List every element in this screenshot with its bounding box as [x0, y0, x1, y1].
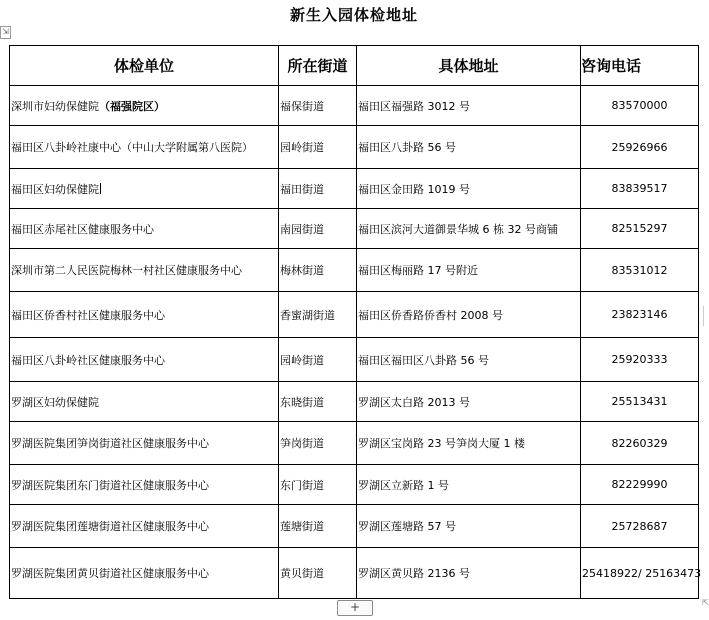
cell-phone[interactable]: 83570000	[581, 86, 699, 126]
cell-phone[interactable]: 25728687	[581, 505, 699, 548]
unit-text: 深圳市妇幼保健院	[11, 99, 99, 113]
cell-phone[interactable]: 82260329	[581, 422, 699, 465]
resize-corner-icon[interactable]: ⇱	[702, 598, 709, 607]
cell-phone[interactable]: 82515297	[581, 209, 699, 249]
cell-unit[interactable]: 罗湖医院集团笋岗街道社区健康服务中心	[10, 422, 279, 465]
cell-unit[interactable]: 福田区赤尾社区健康服务中心	[10, 209, 279, 249]
cell-street[interactable]: 黄贝街道	[279, 548, 357, 599]
cell-address[interactable]: 福田区侨香路侨香村 2008 号	[357, 292, 581, 338]
header-address[interactable]: 具体地址	[357, 46, 581, 86]
cell-street[interactable]: 园岭街道	[279, 126, 357, 169]
cell-phone[interactable]: 25513431	[581, 382, 699, 422]
table-row	[10, 505, 699, 548]
cell-unit[interactable]	[10, 169, 279, 209]
header-unit[interactable]: 体检单位	[10, 46, 279, 86]
cell-phone[interactable]: 83839517	[581, 169, 699, 209]
cell-address[interactable]: 福田区八卦路 56 号	[357, 126, 581, 169]
table-move-handle-icon[interactable]: ⇲	[0, 26, 11, 39]
address-table	[9, 45, 702, 599]
cell-phone[interactable]: 25920333	[581, 338, 699, 382]
cell-address[interactable]: 罗湖区宝岗路 23 号笋岗大厦 1 楼	[357, 422, 581, 465]
cell-address[interactable]: 罗湖区黄贝路 2136 号	[357, 548, 581, 599]
cell-address[interactable]: 福田区福田区八卦路 56 号	[357, 338, 581, 382]
cell-unit[interactable]: 罗湖医院集团东门街道社区健康服务中心	[10, 465, 279, 505]
cell-street[interactable]: 南园街道	[279, 209, 357, 249]
cell-address[interactable]: 福田区梅丽路 17 号附近	[357, 249, 581, 292]
cell-unit[interactable]: 罗湖医院集团黄贝街道社区健康服务中心	[10, 548, 279, 599]
table-row	[10, 126, 699, 169]
cell-street[interactable]: 福田街道	[279, 169, 357, 209]
cell-address[interactable]: 福田区福强路 3012 号	[357, 86, 581, 126]
table-row	[10, 338, 699, 382]
cell-phone[interactable]: 25926966	[581, 126, 699, 169]
table-row	[10, 465, 699, 505]
cell-unit[interactable]: 深圳市第二人民医院梅林一村社区健康服务中心	[10, 249, 279, 292]
cell-unit[interactable]: 罗湖区妇幼保健院	[10, 382, 279, 422]
document-title: 新生入园体检地址	[289, 6, 418, 24]
header-street[interactable]: 所在街道	[279, 46, 357, 86]
table-row	[10, 422, 699, 465]
cell-address[interactable]: 罗湖区立新路 1 号	[357, 465, 581, 505]
cell-unit[interactable]: 福田区八卦岭社康中心（中山大学附属第八医院）	[10, 126, 279, 169]
cell-street[interactable]: 莲塘街道	[279, 505, 357, 548]
cell-address[interactable]: 福田区金田路 1019 号	[357, 169, 581, 209]
cell-street[interactable]: 笋岗街道	[279, 422, 357, 465]
cell-street[interactable]: 梅林街道	[279, 249, 357, 292]
table-row	[10, 548, 699, 599]
header-phone[interactable]: 咨询电话	[581, 46, 699, 86]
cell-address[interactable]: 福田区滨河大道御景华城 6 栋 32 号商铺	[357, 209, 581, 249]
cell-phone[interactable]: 83531012	[581, 249, 699, 292]
add-row-button[interactable]: +	[337, 600, 373, 616]
table-header-row	[10, 46, 699, 86]
cell-address[interactable]: 罗湖区莲塘路 57 号	[357, 505, 581, 548]
table-row	[10, 169, 699, 209]
page-edge-marker	[703, 306, 708, 326]
text-cursor	[100, 183, 101, 194]
table-row	[10, 292, 699, 338]
cell-unit[interactable]	[10, 86, 279, 126]
cell-unit[interactable]: 福田区八卦岭社区健康服务中心	[10, 338, 279, 382]
cell-phone[interactable]: 82229990	[581, 465, 699, 505]
table-row	[10, 86, 699, 126]
table-row	[10, 382, 699, 422]
cell-unit[interactable]: 罗湖医院集团莲塘街道社区健康服务中心	[10, 505, 279, 548]
cell-address[interactable]: 罗湖区太白路 2013 号	[357, 382, 581, 422]
cell-phone[interactable]: 25418922/ 25163473	[581, 548, 699, 599]
table-row	[10, 209, 699, 249]
cell-phone[interactable]: 23823146	[581, 292, 699, 338]
cell-street[interactable]: 香蜜湖街道	[279, 292, 357, 338]
cell-street[interactable]: 园岭街道	[279, 338, 357, 382]
cell-unit[interactable]: 福田区侨香村社区健康服务中心	[10, 292, 279, 338]
cell-street[interactable]: 福保街道	[279, 86, 357, 126]
unit-text: 福田区妇幼保健院	[11, 182, 99, 196]
table-row	[10, 249, 699, 292]
cell-street[interactable]: 东晓街道	[279, 382, 357, 422]
cell-street[interactable]: 东门街道	[279, 465, 357, 505]
unit-campus-text: （福强院区）	[99, 99, 165, 113]
